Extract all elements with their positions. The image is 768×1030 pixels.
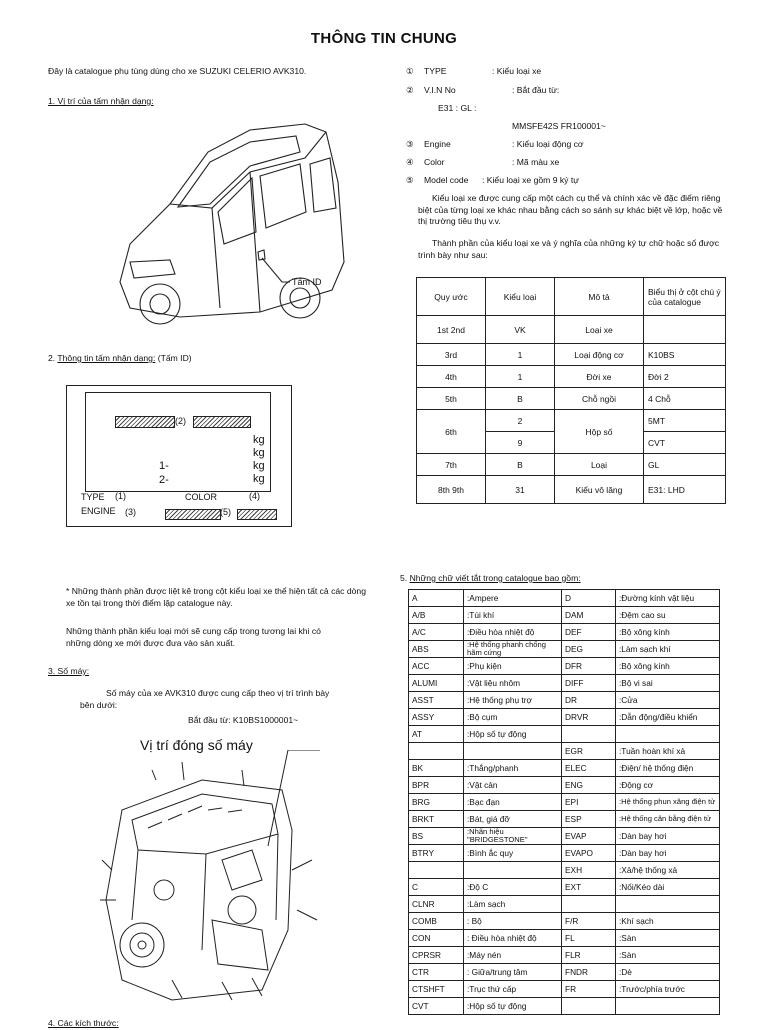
engine-label: ENGINE [81, 506, 116, 516]
circled-number: ② [406, 85, 414, 95]
abbreviation-code: CON [409, 930, 464, 947]
table-cell: K10BS [644, 344, 726, 366]
table-cell: Đời xe [555, 366, 644, 388]
abbreviation-meaning: : Giữa/trung tâm [464, 964, 562, 981]
abbreviation-code: COMB [409, 913, 464, 930]
table-cell: Loại [555, 454, 644, 476]
abbreviation-row [409, 845, 720, 862]
table-header: Kiểu loại [486, 278, 555, 316]
abbreviation-code: BS [409, 828, 464, 845]
abbreviation-code: A [409, 590, 464, 607]
abbreviation-code: EXH [562, 862, 616, 879]
abbreviation-code: A/C [409, 624, 464, 641]
abbreviation-code: C [409, 879, 464, 896]
abbreviation-row [409, 828, 720, 845]
circled-number: ③ [406, 139, 414, 149]
table-cell: 9 [486, 432, 555, 454]
abbreviation-meaning: :Trước/phía trước [616, 981, 720, 998]
section-1-heading [48, 96, 154, 108]
circled-number: ⑤ [406, 175, 414, 185]
id-plate [66, 385, 292, 527]
table-cell: Hộp số [555, 410, 644, 454]
abbreviation-meaning: :Hộp số tự động [464, 998, 562, 1015]
abbreviation-code: EPI [562, 794, 616, 811]
abbreviation-code: CTSHFT [409, 981, 464, 998]
abbreviation-code: ELEC [562, 760, 616, 777]
abbreviation-code: D [562, 590, 616, 607]
abbreviation-meaning: :Khí sạch [616, 913, 720, 930]
section-2-number: 2. [48, 353, 58, 363]
plate-marker-2: (2) [175, 416, 186, 426]
abbreviation-row [409, 794, 720, 811]
abbreviation-code: BRKT [409, 811, 464, 828]
abbreviation-code: DIFF [562, 675, 616, 692]
abbreviation-row [409, 641, 720, 658]
abbreviation-meaning: : Điều hòa nhiệt độ [464, 930, 562, 947]
abbreviation-row [409, 726, 720, 743]
abbreviation-row [409, 947, 720, 964]
kg-units [253, 434, 265, 486]
abbreviation-code: A/B [409, 607, 464, 624]
kg-unit: kg [253, 447, 265, 459]
abbreviation-code: AT [409, 726, 464, 743]
abbreviation-row [409, 811, 720, 828]
abbreviation-row [409, 777, 720, 794]
section-1-title: 1. Vị trí của tấm nhận dạng: [48, 96, 154, 106]
table-row [417, 316, 726, 344]
abbreviation-code: ASSY [409, 709, 464, 726]
table-cell: Chỗ ngồi [555, 388, 644, 410]
table-cell: 4th [417, 366, 486, 388]
table-cell [644, 316, 726, 344]
abbreviation-code: BPR [409, 777, 464, 794]
hatched-field-2 [115, 416, 175, 428]
abbreviation-code [562, 726, 616, 743]
abbreviation-meaning: :Bình ắc quy [464, 845, 562, 862]
abbreviation-code: EVAP [562, 828, 616, 845]
abbreviation-code: DFR [562, 658, 616, 675]
table-cell: B [486, 388, 555, 410]
table-cell: 31 [486, 476, 555, 504]
abbreviation-row [409, 692, 720, 709]
abbreviation-meaning: :Bạc đạn [464, 794, 562, 811]
abbreviation-code: CPRSR [409, 947, 464, 964]
axle-row-2: 2- [159, 474, 169, 486]
abbreviation-meaning: :Sàn [616, 947, 720, 964]
table-cell: Loại động cơ [555, 344, 644, 366]
abbreviation-meaning: :Vật cản [464, 777, 562, 794]
abbreviation-code: ENG [562, 777, 616, 794]
abbreviation-code: DEG [562, 641, 616, 658]
abbreviation-meaning: :Ampere [464, 590, 562, 607]
abbreviation-code: EXT [562, 879, 616, 896]
section-3-title: 3. Số máy: [48, 666, 90, 676]
id-item-vin [406, 85, 559, 97]
abbreviation-meaning: :Vật liệu nhôm [464, 675, 562, 692]
abbreviation-meaning: :Thắng/phanh [464, 760, 562, 777]
abbreviation-meaning: :Đường kính vật liệu [616, 590, 720, 607]
engine-number-location-label: Vị trí đóng số máy [140, 737, 253, 753]
table-row [417, 454, 726, 476]
item-key: Color [424, 157, 445, 167]
abbreviation-meaning: :Động cơ [616, 777, 720, 794]
table-cell: 5MT [644, 410, 726, 432]
abbreviation-meaning: :Làm sạch khí [616, 641, 720, 658]
abbreviation-meaning: :Đệm cao su [616, 607, 720, 624]
id-item-model-code [406, 175, 579, 187]
abbreviation-meaning: :Phụ kiện [464, 658, 562, 675]
table-cell: 6th [417, 410, 486, 454]
item-key: Engine [424, 139, 451, 149]
kg-unit: kg [253, 473, 265, 485]
abbreviation-table [408, 589, 720, 1015]
table-cell: 1 [486, 366, 555, 388]
circled-number: ① [406, 66, 414, 76]
abbreviation-code: ASST [409, 692, 464, 709]
color-label: COLOR [185, 492, 218, 502]
abbreviation-code: ESP [562, 811, 616, 828]
table-cell: E31: LHD [644, 476, 726, 504]
section-2-title: Thông tin tấm nhận dạng: [57, 353, 156, 363]
abbreviation-code: FLR [562, 947, 616, 964]
abbreviation-meaning: :Bộ xông kính [616, 658, 720, 675]
abbreviation-meaning: :Nhãn hiệu "BRIDGESTONE" [464, 828, 562, 845]
abbreviation-meaning: :Hệ thống phụ trợ [464, 692, 562, 709]
section-3-heading [48, 666, 89, 678]
abbreviation-meaning: :Dàn bay hơi [616, 845, 720, 862]
note-1: * Những thành phần được liệt kê trong cột kiểu loại xe thể hiện tất cả các dòng xe tồn tại trong thời điểm lập catalogue này. [66, 586, 366, 608]
note-2: Những thành phần kiểu loại mới sẽ cung cấp trong tương lai khi có những dòng xe mới được đưa vào sản xuất. [66, 626, 321, 648]
abbreviation-code: BRG [409, 794, 464, 811]
abbreviation-meaning: :Hệ thống phun xăng điện tử [616, 794, 720, 811]
car-illustration [100, 112, 360, 337]
item-key: Model code [424, 175, 469, 185]
model-code-composition: Thành phần của kiểu loại xe và ý nghĩa của những ký tự chữ hoặc số được trình bày như sau: [418, 238, 720, 260]
item-value: : Kiểu loại xe gồm 9 ký tự [482, 175, 579, 185]
abbreviation-meaning: :Trục thứ cấp [464, 981, 562, 998]
abbreviation-meaning: :Độ C [464, 879, 562, 896]
hatched-field-2b [193, 416, 251, 428]
hatched-field-5b [237, 509, 277, 520]
abbreviation-code: DEF [562, 624, 616, 641]
abbreviation-meaning: :Bộ vi sai [616, 675, 720, 692]
item-value: : Mã màu xe [512, 157, 560, 167]
circled-number: ④ [406, 157, 414, 167]
abbreviation-code: DR [562, 692, 616, 709]
id-plate-label: Tấm ID [292, 277, 322, 287]
abbreviation-code: CLNR [409, 896, 464, 913]
abbreviation-code [562, 896, 616, 913]
id-item-color [406, 157, 559, 169]
abbreviation-meaning: :Cửa [616, 692, 720, 709]
abbreviation-row [409, 743, 720, 760]
id-item-type [406, 66, 541, 78]
abbreviation-row [409, 709, 720, 726]
abbreviation-meaning: :Nối/Kéo dài [616, 879, 720, 896]
intro-text: Đây là catalogue phụ tùng dùng cho xe SUZUKI CELERIO AVK310. [48, 66, 307, 76]
abbreviation-meaning: :Bộ xông kính [616, 624, 720, 641]
plate-marker-4: (4) [249, 491, 260, 501]
abbreviation-row [409, 658, 720, 675]
table-row [417, 388, 726, 410]
abbreviation-meaning [464, 743, 562, 760]
type-label: TYPE [81, 492, 105, 502]
item-value: : Kiểu loại động cơ [512, 139, 584, 149]
section-5-title: Những chữ viết tắt trong catalogue bao gồm: [409, 573, 581, 583]
table-cell: 1st 2nd [417, 316, 486, 344]
section-5-heading [400, 573, 581, 585]
abbreviation-meaning: :Túi khí [464, 607, 562, 624]
table-cell: 3rd [417, 344, 486, 366]
table-cell: 4 Chỗ [644, 388, 726, 410]
vin-model-line: E31 : GL : [438, 103, 477, 113]
section-4-title: 4. Các kích thước: [48, 1018, 119, 1028]
abbreviation-meaning: :Dẫn động/điều khiển [616, 709, 720, 726]
item-key: V.I.N No [424, 85, 456, 95]
abbreviation-code: DRVR [562, 709, 616, 726]
abbreviation-row [409, 913, 720, 930]
model-code-description: Kiểu loại xe được cung cấp một cách cụ thể và chính xác về đặc điểm riêng biệt của từng loại xe khác nhau bằng cách so sánh sự khác biệt về lớp, hoặc về thị trường tiêu thụ v.v. [418, 193, 723, 226]
section-2-heading [48, 353, 192, 365]
table-header: Biểu thị ở cột chú ý của catalogue [644, 278, 726, 316]
abbreviation-code: FL [562, 930, 616, 947]
abbreviation-code: ALUMI [409, 675, 464, 692]
table-header-row [417, 278, 726, 316]
abbreviation-code: CVT [409, 998, 464, 1015]
abbreviation-meaning: :Làm sạch [464, 896, 562, 913]
abbreviation-code [409, 743, 464, 760]
abbreviation-code: DAM [562, 607, 616, 624]
abbreviation-meaning: :Xả/hệ thống xả [616, 862, 720, 879]
abbreviation-row [409, 879, 720, 896]
table-cell: B [486, 454, 555, 476]
abbreviation-row [409, 675, 720, 692]
model-code-table [416, 277, 726, 504]
section-2-suffix: (Tấm ID) [155, 353, 192, 363]
kg-unit: kg [253, 434, 265, 446]
abbreviation-meaning: :Bát, giá đỡ [464, 811, 562, 828]
plate-marker-3: (3) [125, 507, 136, 517]
abbreviation-meaning: :Sàn [616, 930, 720, 947]
table-cell: Loại xe [555, 316, 644, 344]
table-row [417, 366, 726, 388]
table-cell: 8th 9th [417, 476, 486, 504]
abbreviation-meaning: :Điều hòa nhiệt độ [464, 624, 562, 641]
abbreviation-code: ABS [409, 641, 464, 658]
abbreviation-row [409, 998, 720, 1015]
abbreviation-row [409, 964, 720, 981]
abbreviation-code: CTR [409, 964, 464, 981]
hatched-field-5 [165, 509, 221, 520]
item-value: : Kiểu loại xe [492, 66, 542, 76]
plate-marker-1: (1) [115, 491, 126, 501]
abbreviation-meaning: :Điện/ hệ thống điện [616, 760, 720, 777]
abbreviation-meaning [616, 726, 720, 743]
abbreviation-code: FNDR [562, 964, 616, 981]
abbreviation-code: F/R [562, 913, 616, 930]
abbreviation-code [562, 998, 616, 1015]
abbreviation-code [409, 862, 464, 879]
table-row [417, 344, 726, 366]
id-item-engine [406, 139, 584, 151]
table-row [417, 410, 726, 432]
abbreviation-row [409, 981, 720, 998]
table-cell: 2 [486, 410, 555, 432]
axle-row-1: 1- [159, 460, 169, 472]
table-header: Mô tả [555, 278, 644, 316]
abbreviation-row [409, 624, 720, 641]
abbreviation-code: ACC [409, 658, 464, 675]
abbreviation-meaning [616, 998, 720, 1015]
abbreviation-row [409, 607, 720, 624]
abbreviation-meaning: : Bộ [464, 913, 562, 930]
abbreviation-meaning: :Hộp số tự động [464, 726, 562, 743]
engine-number-start: Bắt đầu từ: K10BS1000001~ [188, 715, 299, 725]
table-cell: 7th [417, 454, 486, 476]
abbreviation-meaning: :Hệ thống cân bằng điện tử [616, 811, 720, 828]
abbreviation-meaning: :Bộ cụm [464, 709, 562, 726]
abbreviation-row [409, 590, 720, 607]
vin-start-number: MMSFE42S FR100001~ [512, 121, 606, 131]
abbreviation-meaning: :Hệ thống phanh chống hãm cứng [464, 641, 562, 658]
abbreviation-meaning: :Máy nén [464, 947, 562, 964]
id-plate-inner [85, 392, 271, 492]
table-cell: 1 [486, 344, 555, 366]
item-key: TYPE [424, 66, 447, 76]
abbreviation-meaning: :Tuần hoàn khí xả [616, 743, 720, 760]
abbreviation-meaning [464, 862, 562, 879]
table-cell: GL [644, 454, 726, 476]
engine-illustration [92, 750, 332, 1005]
table-cell: CVT [644, 432, 726, 454]
engine-number-text: Số máy của xe AVK310 được cung cấp theo vị trí trình bày bên dưới: [80, 688, 330, 710]
table-cell: 5th [417, 388, 486, 410]
table-header: Quy ước [417, 278, 486, 316]
table-row [417, 476, 726, 504]
abbreviation-row [409, 862, 720, 879]
table-cell: VK [486, 316, 555, 344]
abbreviation-meaning: :Dàn bay hơi [616, 828, 720, 845]
abbreviation-row [409, 896, 720, 913]
item-value: : Bắt đầu từ: [512, 85, 560, 95]
abbreviation-code: EGR [562, 743, 616, 760]
table-cell: Kiểu vô lăng [555, 476, 644, 504]
abbreviation-code: BTRY [409, 845, 464, 862]
section-5-number: 5. [400, 573, 410, 583]
abbreviation-code: BK [409, 760, 464, 777]
abbreviation-meaning: :Dè [616, 964, 720, 981]
abbreviation-code: FR [562, 981, 616, 998]
abbreviation-row [409, 930, 720, 947]
table-cell: Đời 2 [644, 366, 726, 388]
abbreviation-meaning [616, 896, 720, 913]
kg-unit: kg [253, 460, 265, 472]
page-title: THÔNG TIN CHUNG [310, 30, 458, 47]
abbreviation-row [409, 760, 720, 777]
plate-marker-5: (5) [220, 507, 231, 517]
abbreviation-code: EVAPO [562, 845, 616, 862]
